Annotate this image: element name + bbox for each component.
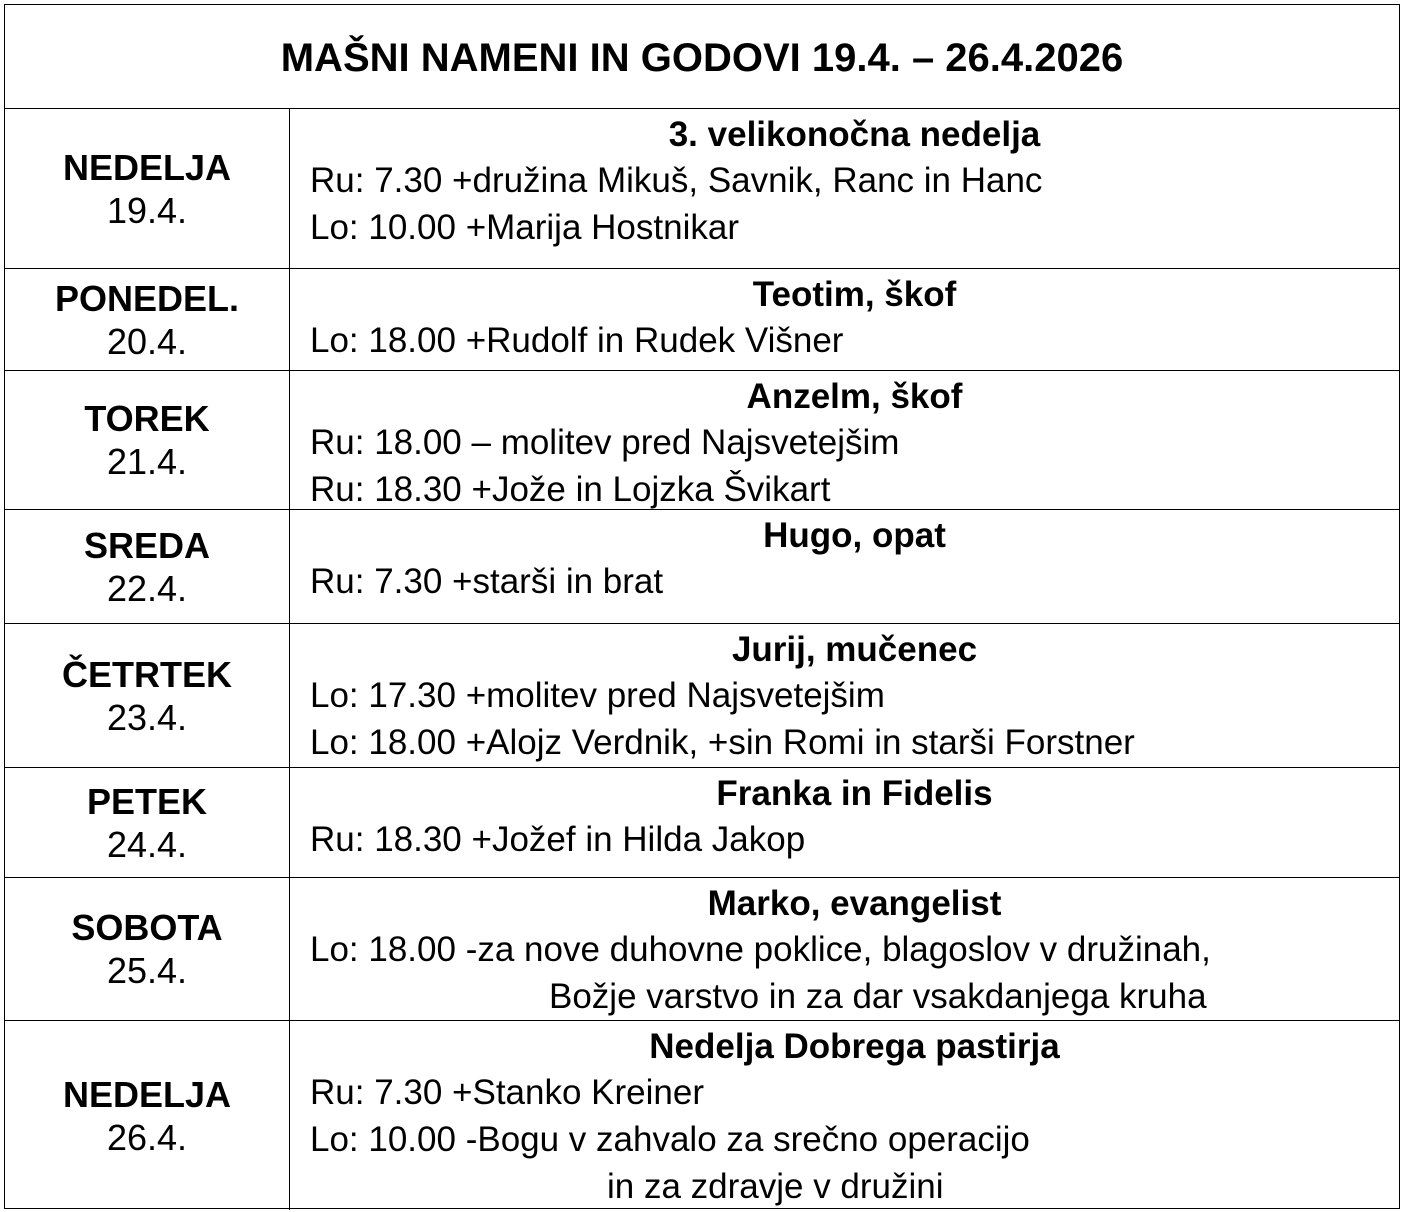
mass-line-continuation: in za zdravje v družini [607, 1167, 944, 1206]
day-name: SOBOTA [71, 907, 223, 948]
day-name: SREDA [83, 524, 211, 566]
content-cell [290, 768, 1399, 877]
content-cell [290, 269, 1399, 370]
feast-name: Jurij, mučenec [731, 630, 978, 669]
mass-line: Lo: 18.00 +Rudolf in Rudek Višner [310, 321, 844, 360]
table-row [5, 510, 1399, 624]
day-name: PETEK [86, 780, 208, 822]
day-cell [5, 109, 290, 268]
content-cell [290, 510, 1399, 623]
day-date: 19.4. [106, 189, 188, 231]
feast-name: Anzelm, škof [746, 377, 963, 416]
content-cell [290, 878, 1399, 1020]
day-cell [5, 878, 290, 1020]
day-date: 22.4. [106, 567, 188, 609]
feast-name: Marko, evangelist [707, 884, 1002, 923]
feast-name: Hugo, opat [763, 516, 946, 555]
schedule-table [4, 4, 1400, 1209]
mass-line: Lo: 17.30 +molitev pred Najsvetejšim [310, 676, 885, 715]
day-date: 25.4. [106, 950, 188, 991]
table-row [5, 878, 1399, 1021]
day-name: NEDELJA [62, 146, 232, 188]
feast-name: Teotim, škof [752, 275, 957, 314]
day-name: TOREK [84, 398, 210, 439]
feast-name: 3. velikonočna nedelja [668, 115, 1041, 154]
table-row [5, 624, 1399, 768]
table-row [5, 269, 1399, 371]
mass-line: Lo: 10.00 +Marija Hostnikar [310, 208, 739, 247]
day-name: PONEDEL. [54, 277, 240, 319]
day-name: NEDELJA [62, 1073, 232, 1115]
day-cell [5, 624, 290, 767]
content-cell [290, 371, 1399, 509]
day-cell [5, 371, 290, 509]
content-cell [290, 624, 1399, 767]
feast-name: Franka in Fidelis [716, 774, 993, 813]
day-cell [5, 269, 290, 370]
table-row [5, 768, 1399, 878]
table-row [5, 371, 1399, 510]
feast-name: Nedelja Dobrega pastirja [649, 1027, 1060, 1066]
table-row [5, 109, 1399, 269]
mass-line: Ru: 7.30 +starši in brat [310, 562, 664, 601]
mass-line: Ru: 7.30 +družina Mikuš, Savnik, Ranc in Hanc [310, 161, 1043, 200]
mass-line: Ru: 18.30 +Jožef in Hilda Jakop [310, 820, 806, 859]
mass-line: Ru: 18.00 – molitev pred Najsvetejšim [310, 423, 900, 462]
day-cell [5, 510, 290, 623]
page-title: MAŠNI NAMENI IN GODOVI 19.4. – 26.4.2026 [5, 5, 1399, 109]
day-cell [5, 1021, 290, 1210]
day-name: ČETRTEK [62, 653, 232, 695]
day-date: 21.4. [106, 441, 188, 482]
day-date: 20.4. [106, 320, 188, 362]
mass-line: Lo: 10.00 -Bogu v zahvalo za srečno operacijo [310, 1120, 1030, 1159]
mass-line: Lo: 18.00 +Alojz Verdnik, +sin Romi in starši Forstner [310, 723, 1135, 762]
mass-line-continuation: Božje varstvo in za dar vsakdanjega kruha [549, 977, 1207, 1016]
day-cell [5, 768, 290, 877]
content-cell [290, 1021, 1399, 1210]
mass-line: Lo: 18.00 -za nove duhovne poklice, blagoslov v družinah, [310, 930, 1211, 969]
day-date: 24.4. [106, 823, 188, 865]
day-date: 26.4. [106, 1116, 188, 1158]
day-date: 23.4. [106, 696, 188, 738]
content-cell [290, 109, 1399, 268]
mass-line: Ru: 18.30 +Jože in Lojzka Švikart [310, 470, 831, 509]
mass-line: Ru: 7.30 +Stanko Kreiner [310, 1073, 704, 1112]
table-row [5, 1021, 1399, 1210]
